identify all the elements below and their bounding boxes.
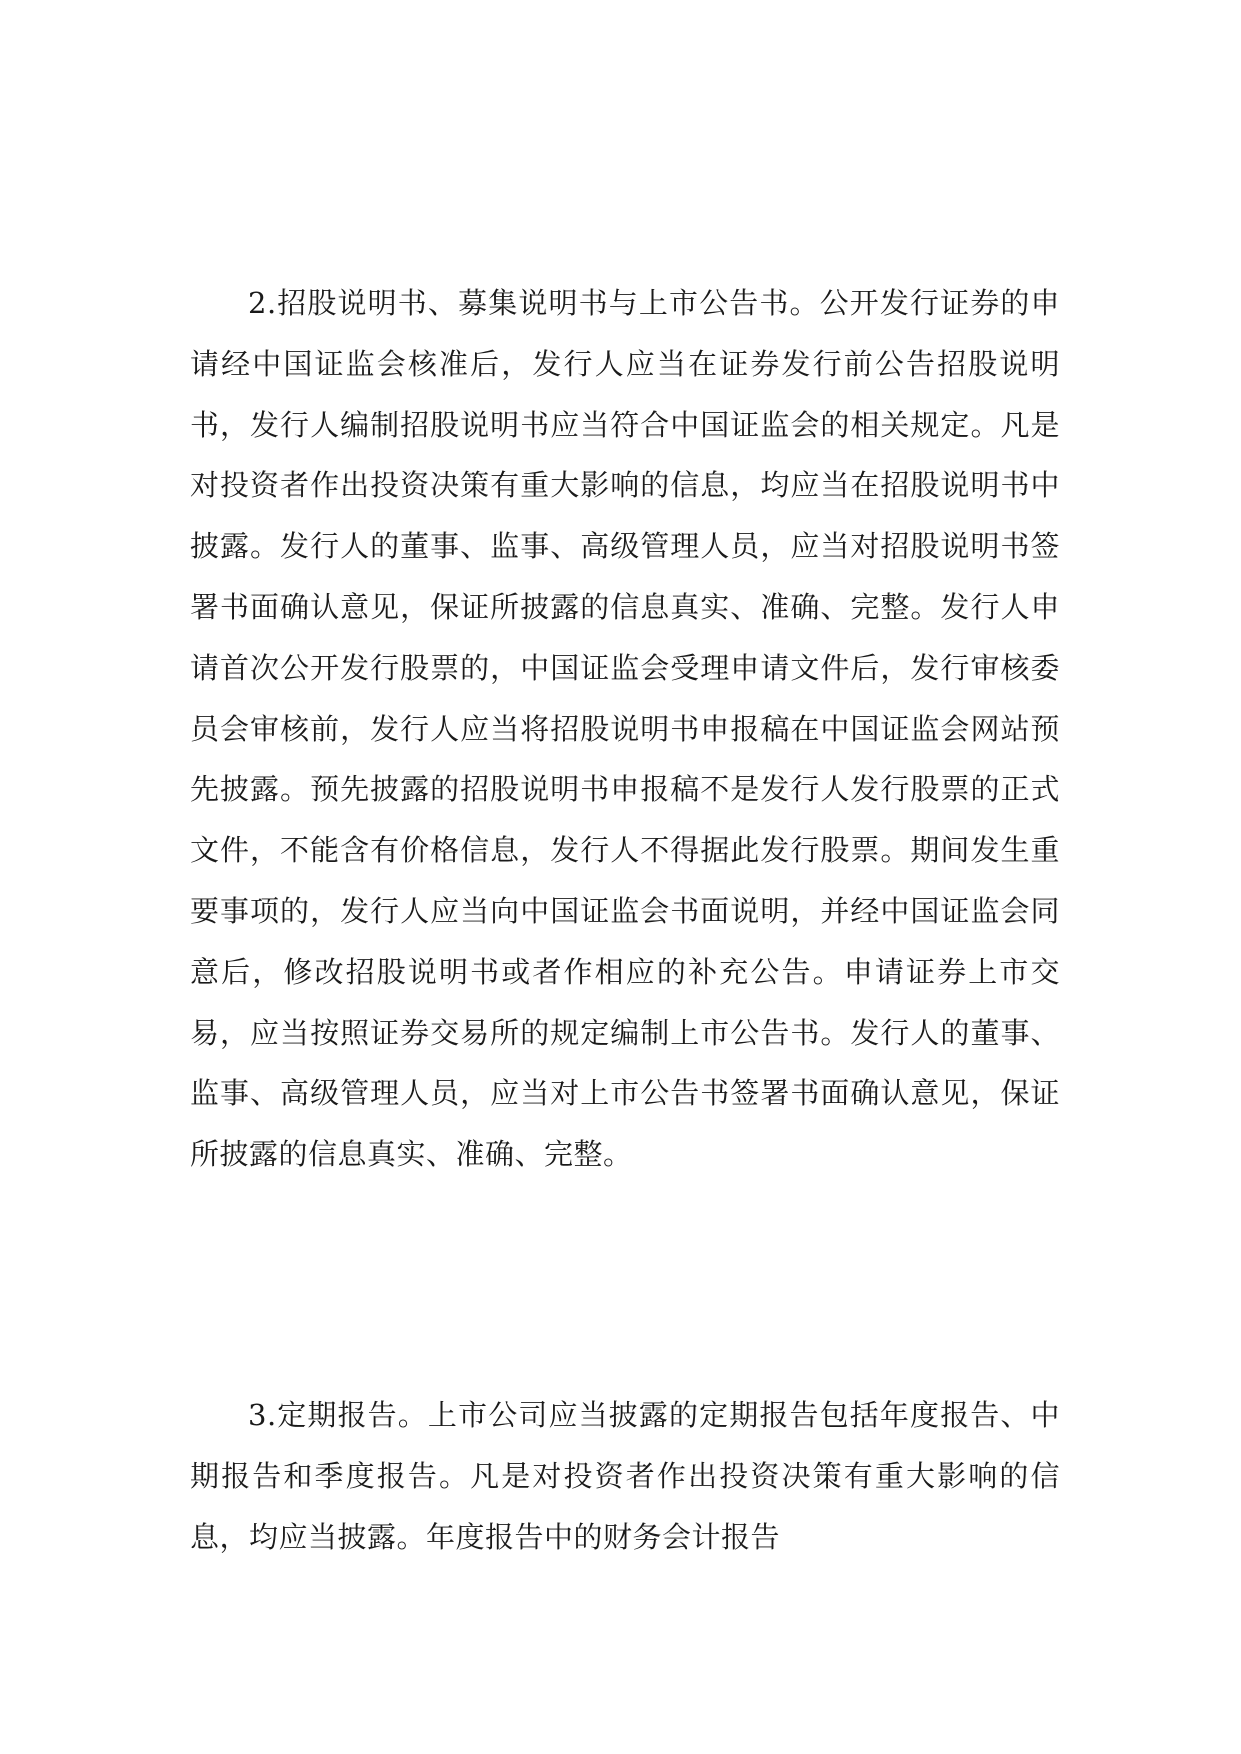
paragraph-periodic-reports: 3.定期报告。上市公司应当披露的定期报告包括年度报告、中期报告和季度报告。凡是对投资者作出投资决策有重大影响的信息，均应当披露。年度报告中的财务会计报告 xyxy=(190,1398,1060,1554)
paragraph-prospectus-disclosure: 2.招股说明书、募集说明书与上市公告书。公开发行证券的申请经中国证监会核准后，发行人应当在证券发行前公告招股说明书，发行人编制招股说明书应当符合中国证监会的相关规定。凡是对投资者作出投资决策有重大影响的信息，均应当在招股说明书中披露。发行人的董事、监事、高级管理人员，应当对招股说明书签署书面确认意见，保证所披露的信息真实、准确、完整。发行人申请首次公开发行股票的，中国证监会受理申请文件后，发行审核委员会审核前，发行人应当将招股说明书申报稿在中国证监会网站预先披露。预先披露的招股说明书申报稿不是发行人发行股票的正式文件，不能含有价格信息，发行人不得据此发行股票。期间发生重要事项的，发行人应当向中国证监会书面说明，并经中国证监会同意后，修改招股说明书或者作相应的补充公告。申请证券上市交易，应当按照证券交易所的规定编制上市公告书。发行人的董事、监事、高级管理人员，应当对上市公告书签署书面确认意见，保证所披露的信息真实、准确、完整。 xyxy=(190,286,1060,1172)
